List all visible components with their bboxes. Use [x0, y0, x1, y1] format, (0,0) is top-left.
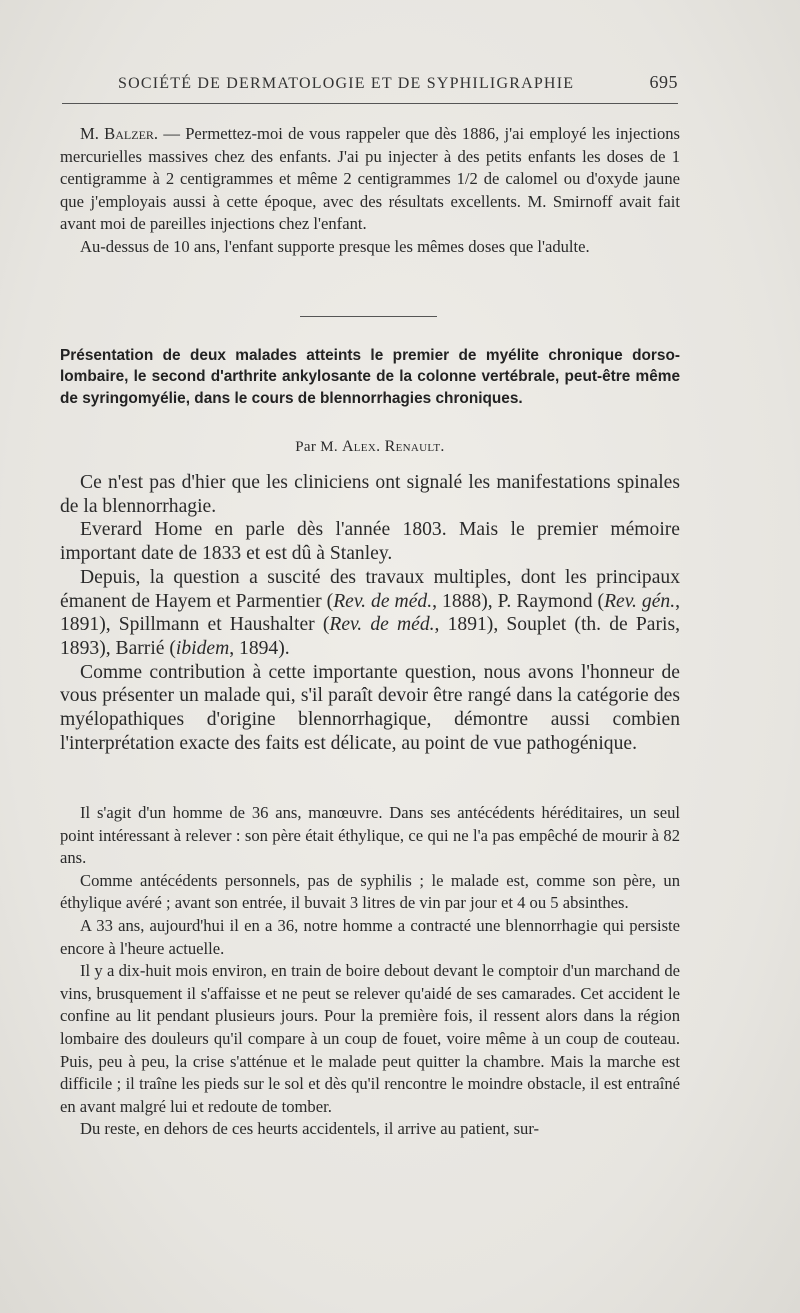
balzer-paragraph-2: Au-dessus de 10 ans, l'enfant supporte presque les mêmes doses que l'adulte. [80, 236, 590, 256]
case-paragraph-5: Du reste, en dehors de ces heurts accidentels, il arrive au patient, sur- [80, 1119, 540, 1139]
page-number: 695 [649, 72, 678, 92]
citation: Rev. de méd. [329, 614, 435, 636]
header-rule [62, 103, 678, 104]
case-paragraph-1: Il s'agit d'un homme de 36 ans, manœuvre. Dans ses antécédents héréditaires, un seul point intéressant à relever : son père était éthylique, ce qui ne l'a pas empêché de mourir à 82 ans. [60, 803, 680, 868]
text-run: , 1888), P. Raymond ( [432, 590, 605, 612]
text-run: Depuis, la question a suscité des travaux multiples, dont les principaux émanent de Hayem et Parmentier ( [60, 566, 680, 612]
text-run: , 1894). [229, 637, 290, 659]
author-prefix: Par M. [295, 439, 342, 455]
speaker-name: M. Balzer. [80, 124, 159, 143]
case-report [60, 802, 680, 1141]
text-run: , 1891), Souplet (th. de Paris, 1893), Barrié ( [60, 614, 680, 659]
citation: ibidem [175, 637, 230, 659]
case-paragraph-4: Il y a dix-huit mois environ, en train de boire debout devant le comptoir d'un marchand de vins, brusquement il s'affaisse et ne peut se relever qu'aidé de ses camarades. Cet accident le confine au lit pendant plusieurs jours. Pour la première fois, il ressent alors dans la région lombaire des douleurs qu'il compare à un coup de fouet, voire même à un coup de couteau. Puis, peu à peu, la crise s'atténue et le malade peut quitter la chambre. Mais la marche est difficile ; il traîne les pieds sur le sol et dès qu'il rencontre le moindre obstacle, il est entraîné en avant malgré lui et redoute de tomber. [60, 961, 680, 1116]
article-title: Présentation de deux malades atteints le premier de myélite chronique dorso-lombaire, le second d'arthrite ankylosante de la colonne vertébrale, peut-être même de syringomyélie, dans le cours de blennorrhagies chroniques. [60, 347, 680, 407]
intro-paragraph-1: Ce n'est pas d'hier que les cliniciens ont signalé les manifestations spinales de la blennorrhagie. [60, 472, 680, 517]
running-title: SOCIÉTÉ DE DERMATOLOGIE ET DE SYPHILIGRAPHIE [118, 75, 575, 92]
author-name: Alex. Renault. [341, 438, 445, 455]
running-header [118, 72, 678, 93]
article-author [60, 438, 680, 456]
intro-paragraph-2: Everard Home en parle dès l'année 1803. Mais le premier mémoire important date de 1833 et est dû à Stanley. [60, 519, 680, 565]
text-run: , 1891), Spillmann et Haushalter ( [60, 590, 681, 636]
case-paragraph-3: A 33 ans, aujourd'hui il en a 36, notre homme a contracté une blennorrhagie qui persiste encore à l'heure actuelle. [60, 915, 680, 958]
intro-section [60, 471, 680, 755]
citation: Rev. gén. [604, 590, 676, 612]
balzer-paragraph-1 [60, 123, 680, 236]
citation: Rev. de méd. [333, 590, 433, 612]
balzer-text: — Permettez-moi de vous rappeler que dès 1886, j'ai employé les injections mercurielles massives chez des enfants. J'ai pu injecter à des petits enfants les doses de 1 centigramme à 2 centigrammes et même 2 centigrammes 1/2 de calomel ou d'oxyde jaune que j'employais aussi à cette époque, avec des résultats excellents. M. Smirnoff avait fait avant moi de pareilles injections chez l'enfant. [60, 124, 681, 234]
case-paragraph-2: Comme antécédents personnels, pas de syphilis ; le malade est, comme son père, un éthylique avéré ; avant son entrée, il buvait 3 litres de vin par jour et 4 ou 5 absinthes. [60, 870, 680, 913]
intro-paragraph-4: Comme contribution à cette importante question, nous avons l'honneur de vous présenter un malade qui, s'il paraît devoir être rangé dans la catégorie des myélopathiques d'origine blennorrhagique, démontre aussi combien l'interprétation exacte des faits est délicate, au point de vue pathogénique. [60, 661, 680, 754]
intro-paragraph-3 [60, 566, 680, 661]
balzer-remark [60, 123, 680, 259]
section-separator [300, 316, 437, 317]
